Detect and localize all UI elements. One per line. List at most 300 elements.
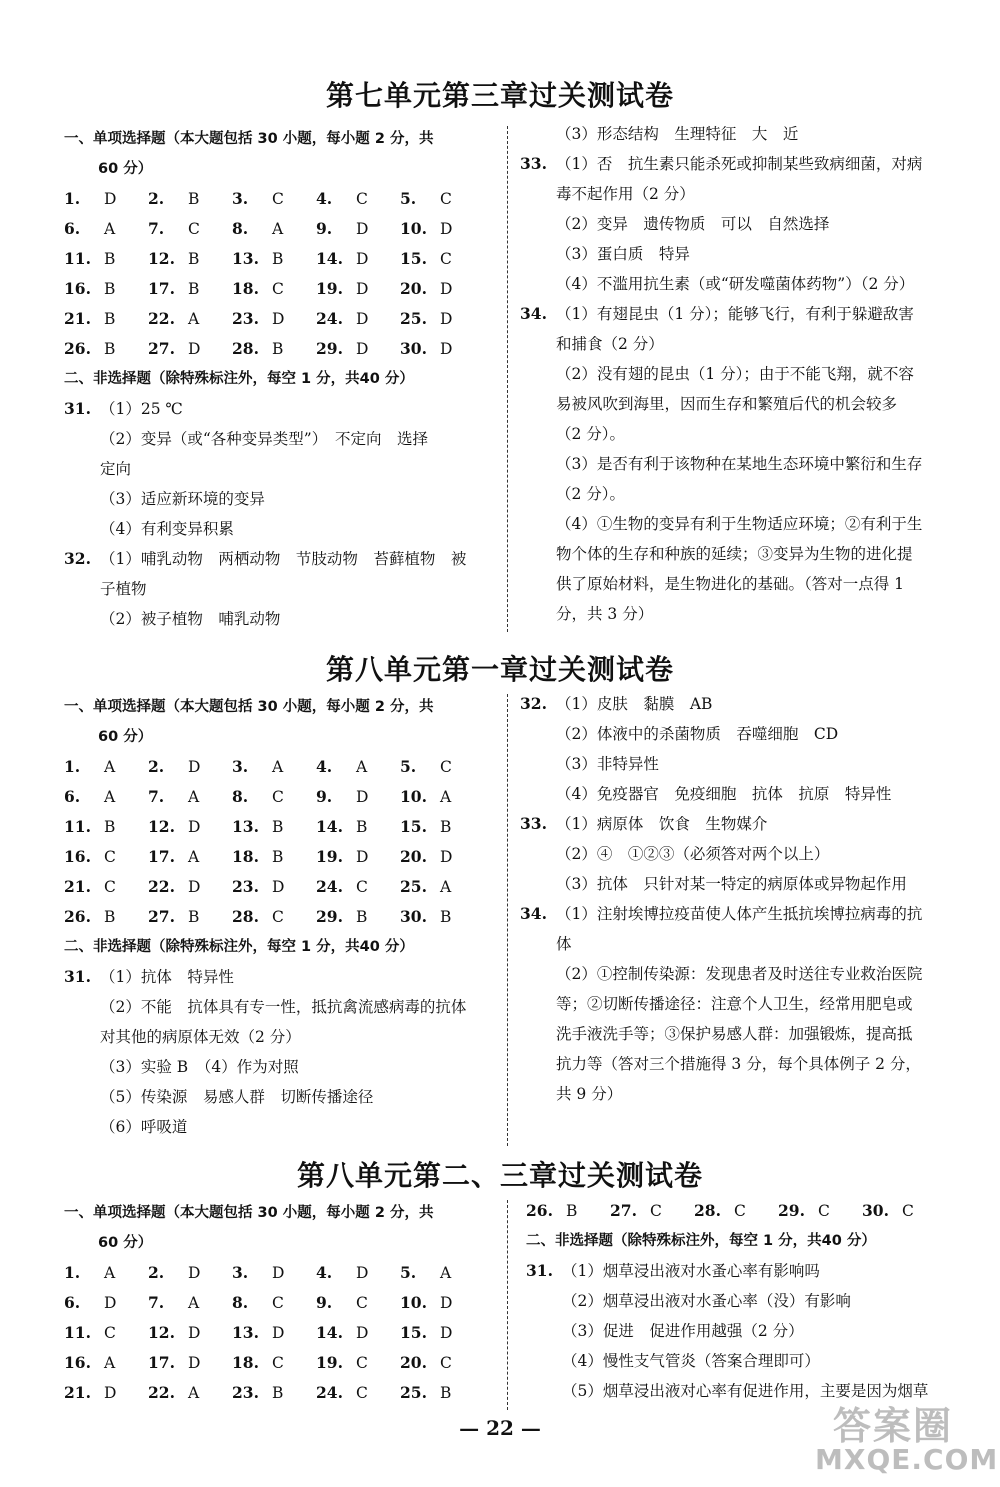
question-number: 3. xyxy=(232,189,249,208)
answer-letter: D xyxy=(272,878,285,896)
question-number: 21. xyxy=(64,1383,91,1402)
section2-left-column xyxy=(64,692,504,1142)
question-number: 1. xyxy=(64,1263,81,1282)
question-number: 3. xyxy=(232,757,249,776)
answer-letter: C xyxy=(272,190,284,208)
question-number: 29. xyxy=(778,1201,805,1220)
question-number: 34. xyxy=(520,304,547,323)
answer-lines xyxy=(64,394,504,634)
answer-line xyxy=(520,899,960,929)
question-number: 5. xyxy=(400,1263,417,1282)
question-number: 6. xyxy=(64,787,81,806)
section1-right-column xyxy=(520,119,960,629)
answer-line xyxy=(64,454,504,484)
answer-text: （6）呼吸道 xyxy=(100,1118,188,1136)
mc-answer xyxy=(862,1196,946,1226)
answer-letter: D xyxy=(356,250,369,268)
answer-letter: B xyxy=(440,818,452,836)
question-number: 28. xyxy=(232,907,259,926)
answer-letter: D xyxy=(188,340,201,358)
question-number: 27. xyxy=(610,1201,637,1220)
mc-row xyxy=(526,1196,966,1226)
question-number: 14. xyxy=(316,817,343,836)
question-number: 20. xyxy=(400,1353,427,1372)
answer-letter: B xyxy=(440,1384,452,1402)
question-number: 17. xyxy=(148,847,175,866)
answer-letter: D xyxy=(188,818,201,836)
mc-row xyxy=(64,752,504,782)
mc-answer xyxy=(64,214,148,244)
mc-answer xyxy=(232,334,316,364)
question-number: 14. xyxy=(316,249,343,268)
part-heading: 二、非选择题（除特殊标注外，每空 1 分，共40 分） xyxy=(526,1233,876,1249)
answer-line xyxy=(520,779,960,809)
answer-letter: D xyxy=(188,1354,201,1372)
question-number: 16. xyxy=(64,847,91,866)
column-divider xyxy=(507,126,508,632)
answer-letter: C xyxy=(272,788,284,806)
answer-text: 和捕食（2 分） xyxy=(556,335,664,353)
section1-left-column xyxy=(64,124,504,634)
mc-row xyxy=(64,902,504,932)
mc-answer xyxy=(232,872,316,902)
answer-letter: B xyxy=(440,908,452,926)
answer-letter: D xyxy=(356,280,369,298)
question-number: 28. xyxy=(232,339,259,358)
answer-line xyxy=(520,599,960,629)
answer-letter: C xyxy=(272,1294,284,1312)
question-number: 27. xyxy=(148,339,175,358)
question-number: 2. xyxy=(148,1263,165,1282)
answer-text: 易被风吹到海里，因而生存和繁殖后代的机会较多 xyxy=(556,395,898,413)
answer-letter: D xyxy=(272,1264,285,1282)
answer-text: （2）没有翅的昆虫（1 分）；由于不能飞翔，就不容 xyxy=(556,365,914,383)
mc-row xyxy=(64,274,504,304)
mc-answer xyxy=(316,752,400,782)
answer-letter: B xyxy=(356,818,368,836)
answer-line xyxy=(520,389,960,419)
question-number: 5. xyxy=(400,757,417,776)
mc-answer xyxy=(64,274,148,304)
answer-letter: B xyxy=(104,818,116,836)
answer-letter: B xyxy=(272,340,284,358)
mc-answer xyxy=(526,1196,610,1226)
answer-letter: D xyxy=(356,788,369,806)
mc-answer xyxy=(148,812,232,842)
mc-answer xyxy=(148,782,232,812)
section-title: 第八单元第二、三章过关测试卷 xyxy=(296,1159,703,1192)
mc-row xyxy=(64,214,504,244)
question-number: 15. xyxy=(400,817,427,836)
answer-letter: D xyxy=(356,1264,369,1282)
question-number: 20. xyxy=(400,279,427,298)
question-number: 29. xyxy=(316,907,343,926)
answer-letter: D xyxy=(356,340,369,358)
answer-line xyxy=(520,419,960,449)
mc-answer xyxy=(694,1196,778,1226)
answer-text: 定向 xyxy=(100,460,132,478)
question-number: 18. xyxy=(232,279,259,298)
answer-text: （2）不能 抗体具有专一性，抵抗禽流感病毒的抗体 xyxy=(100,998,467,1016)
mc-answer xyxy=(64,1318,148,1348)
mc-answer xyxy=(232,1348,316,1378)
answer-letter: C xyxy=(188,220,200,238)
answer-letter: C xyxy=(356,1354,368,1372)
answer-text: （3）是否有利于该物种在某地生态环境中繁衍和生存 xyxy=(556,455,923,473)
mc-answer xyxy=(232,184,316,214)
section2-right-column xyxy=(520,689,960,1109)
mc-answer xyxy=(64,1378,148,1408)
answer-line xyxy=(526,1286,966,1316)
answer-line xyxy=(64,992,504,1022)
answer-letter: C xyxy=(440,1354,452,1372)
mc-answer xyxy=(148,184,232,214)
mc-answer xyxy=(232,304,316,334)
answer-letter: D xyxy=(440,1324,453,1342)
answer-letter: B xyxy=(566,1202,578,1220)
question-number: 30. xyxy=(400,339,427,358)
question-number: 26. xyxy=(64,339,91,358)
part-heading: 二、非选择题（除特殊标注外，每空 1 分，共40 分） xyxy=(64,371,414,387)
question-number: 29. xyxy=(316,339,343,358)
answer-line xyxy=(520,359,960,389)
mc-answer xyxy=(316,1348,400,1378)
answer-text: （3）实验 B （4）作为对照 xyxy=(100,1058,299,1076)
mc-answer xyxy=(400,214,484,244)
mc-answer xyxy=(64,244,148,274)
mc-answer xyxy=(316,244,400,274)
answer-text: 子植物 xyxy=(100,580,147,598)
question-number: 2. xyxy=(148,757,165,776)
mc-answer xyxy=(64,304,148,334)
section3-right-column xyxy=(526,1196,966,1406)
answer-letter: B xyxy=(188,250,200,268)
answer-line xyxy=(64,604,504,634)
answer-letter: C xyxy=(440,250,452,268)
answer-letter: A xyxy=(272,758,284,776)
answer-text: （1）抗体 特异性 xyxy=(100,968,234,986)
answer-text: （5）传染源 易感人群 切断传播途径 xyxy=(100,1088,374,1106)
answer-letter: C xyxy=(272,280,284,298)
answer-line xyxy=(520,959,960,989)
question-number: 12. xyxy=(148,1323,175,1342)
mc-answer xyxy=(400,1288,484,1318)
answer-letter: C xyxy=(440,190,452,208)
question-number: 25. xyxy=(400,1383,427,1402)
answer-letter: D xyxy=(356,1324,369,1342)
answer-text: （2 分）。 xyxy=(556,485,626,503)
answer-text: （4）免疫器官 免疫细胞 抗体 抗原 特异性 xyxy=(556,785,892,803)
mc-answer xyxy=(316,782,400,812)
mc-answer xyxy=(400,1378,484,1408)
mc-answer xyxy=(232,1378,316,1408)
answer-line xyxy=(526,1316,966,1346)
answer-text: （3）非特异性 xyxy=(556,755,659,773)
mc-answer xyxy=(778,1196,862,1226)
answer-text: （2）烟草浸出液对水蚤心率（没）有影响 xyxy=(562,1292,851,1310)
answer-text: （2）体液中的杀菌物质 吞噬细胞 CD xyxy=(556,725,839,743)
mc-answer xyxy=(400,872,484,902)
answer-text: （1）哺乳动物 两栖动物 节肢动物 苔藓植物 被 xyxy=(100,550,467,568)
answer-letter: C xyxy=(650,1202,662,1220)
part-heading: 一、单项选择题（本大题包括 30 小题，每小题 2 分，共 xyxy=(64,699,434,715)
mc-answer xyxy=(400,1258,484,1288)
answer-line xyxy=(64,544,504,574)
answer-line xyxy=(64,1112,504,1142)
answer-letter: D xyxy=(356,848,369,866)
mc-answer xyxy=(316,184,400,214)
answer-text: 洗手液洗手等；③保护易感人群：加强锻炼，提高抵 xyxy=(556,1025,913,1043)
answer-line xyxy=(64,394,504,424)
answer-line xyxy=(520,839,960,869)
mc-answer xyxy=(232,782,316,812)
answer-text: （3）蛋白质 特异 xyxy=(556,245,690,263)
answer-line xyxy=(520,539,960,569)
answer-letter: D xyxy=(104,1294,117,1312)
answer-letter: D xyxy=(440,310,453,328)
question-number: 25. xyxy=(400,877,427,896)
answer-letter: B xyxy=(188,280,200,298)
mc-answer xyxy=(400,902,484,932)
mc-answer xyxy=(64,1348,148,1378)
answer-letter: C xyxy=(356,1294,368,1312)
answer-letter: A xyxy=(188,788,200,806)
answer-text: 等；②切断传播途径：注意个人卫生，经常用肥皂或 xyxy=(556,995,913,1013)
mc-answer xyxy=(232,214,316,244)
answer-text: （3）抗体 只针对某一特定的病原体或异物起作用 xyxy=(556,875,907,893)
answer-letter: B xyxy=(104,340,116,358)
part-heading-cont: 60 分） xyxy=(98,161,153,177)
answer-letter: A xyxy=(356,758,368,776)
mc-answer xyxy=(232,1288,316,1318)
mc-answer xyxy=(64,1258,148,1288)
answer-letter: C xyxy=(818,1202,830,1220)
question-number: 14. xyxy=(316,1323,343,1342)
answer-text: （2 分）。 xyxy=(556,425,626,443)
mc-answer xyxy=(148,752,232,782)
mc-row xyxy=(64,1378,504,1408)
answer-line xyxy=(520,209,960,239)
mc-row xyxy=(64,842,504,872)
question-number: 27. xyxy=(148,907,175,926)
answer-letter: D xyxy=(440,220,453,238)
watermark-logo xyxy=(805,1395,999,1485)
question-number: 32. xyxy=(64,549,91,568)
question-number: 13. xyxy=(232,249,259,268)
answer-letter: B xyxy=(188,190,200,208)
part-heading: 二、非选择题（除特殊标注外，每空 1 分，共40 分） xyxy=(64,939,414,955)
answer-line xyxy=(520,929,960,959)
mc-answer xyxy=(64,184,148,214)
answer-text: （1）否 抗生素只能杀死或抑制某些致病细菌，对病 xyxy=(556,155,923,173)
answer-letter: D xyxy=(188,758,201,776)
mc-answer xyxy=(400,1348,484,1378)
answer-letter: A xyxy=(188,1384,200,1402)
answer-line xyxy=(64,574,504,604)
mc-answer xyxy=(316,872,400,902)
question-number: 31. xyxy=(64,399,91,418)
answer-line xyxy=(520,239,960,269)
answer-letter: D xyxy=(440,1294,453,1312)
answer-text: （1）烟草浸出液对水蚤心率有影响吗 xyxy=(562,1262,820,1280)
answer-letter: B xyxy=(356,908,368,926)
answer-text: （4）不滥用抗生素（或“研发噬菌体药物”）（2 分） xyxy=(556,275,915,293)
question-number: 12. xyxy=(148,249,175,268)
question-number: 1. xyxy=(64,189,81,208)
question-number: 32. xyxy=(520,694,547,713)
mc-answer xyxy=(316,1378,400,1408)
question-number: 13. xyxy=(232,817,259,836)
question-number: 11. xyxy=(64,817,91,836)
answer-text: （2）变异 遗传物质 可以 自然选择 xyxy=(556,215,830,233)
answer-letter: C xyxy=(272,908,284,926)
question-number: 33. xyxy=(520,814,547,833)
answer-letter: D xyxy=(188,1264,201,1282)
mc-answer xyxy=(148,842,232,872)
question-number: 4. xyxy=(316,1263,333,1282)
mc-answer-grid xyxy=(526,1196,966,1226)
mc-answer xyxy=(232,1318,316,1348)
mc-row xyxy=(64,244,504,274)
question-number: 22. xyxy=(148,309,175,328)
answer-line xyxy=(64,424,504,454)
answer-line xyxy=(520,1079,960,1109)
question-number: 26. xyxy=(526,1201,553,1220)
question-number: 11. xyxy=(64,1323,91,1342)
question-number: 11. xyxy=(64,249,91,268)
mc-answer xyxy=(400,334,484,364)
answer-text: （3）形态结构 生理特征 大 近 xyxy=(556,125,799,143)
answer-letter: A xyxy=(188,848,200,866)
answer-letter: A xyxy=(104,220,116,238)
question-number: 12. xyxy=(148,817,175,836)
mc-answer xyxy=(316,304,400,334)
answer-line xyxy=(520,719,960,749)
question-number: 20. xyxy=(400,847,427,866)
mc-answer xyxy=(64,842,148,872)
mc-answer xyxy=(400,842,484,872)
answer-letter: C xyxy=(104,878,116,896)
answer-line xyxy=(520,1019,960,1049)
mc-row xyxy=(64,1288,504,1318)
answer-letter: B xyxy=(104,250,116,268)
answer-text: 物个体的生存和种族的延续；③变异为生物的进化提 xyxy=(556,545,913,563)
mc-answer xyxy=(316,334,400,364)
answer-letter: D xyxy=(440,340,453,358)
answer-letter: C xyxy=(734,1202,746,1220)
mc-answer xyxy=(400,304,484,334)
answer-line xyxy=(520,989,960,1019)
answer-text: 体 xyxy=(556,935,572,953)
answer-letter: B xyxy=(104,310,116,328)
mc-answer xyxy=(148,902,232,932)
mc-answer xyxy=(148,1258,232,1288)
question-number: 18. xyxy=(232,1353,259,1372)
question-number: 6. xyxy=(64,1293,81,1312)
question-number: 10. xyxy=(400,787,427,806)
answer-letter: D xyxy=(272,1324,285,1342)
column-divider xyxy=(507,694,508,1146)
answer-line xyxy=(520,179,960,209)
answer-text: （4）慢性支气管炎（答案合理即可） xyxy=(562,1352,820,1370)
mc-answer xyxy=(148,1318,232,1348)
question-number: 10. xyxy=(400,219,427,238)
answer-line xyxy=(520,449,960,479)
answer-text: 分，共 3 分） xyxy=(556,605,654,623)
mc-answer xyxy=(148,214,232,244)
mc-row xyxy=(64,1318,504,1348)
answer-letter: A xyxy=(188,310,200,328)
question-number: 15. xyxy=(400,1323,427,1342)
answer-letter: A xyxy=(104,788,116,806)
question-number: 7. xyxy=(148,1293,165,1312)
answer-text: 共 9 分） xyxy=(556,1085,623,1103)
mc-answer xyxy=(400,812,484,842)
mc-answer xyxy=(400,752,484,782)
question-number: 23. xyxy=(232,309,259,328)
question-number: 19. xyxy=(316,1353,343,1372)
question-number: 17. xyxy=(148,1353,175,1372)
question-number: 13. xyxy=(232,1323,259,1342)
mc-answer xyxy=(316,812,400,842)
answer-letter: A xyxy=(440,1264,452,1282)
answer-text: （2）①控制传染源：发现患者及时送往专业救治医院 xyxy=(556,965,923,983)
question-number: 9. xyxy=(316,219,333,238)
answer-letter: D xyxy=(440,280,453,298)
mc-answer xyxy=(400,184,484,214)
answer-letter: A xyxy=(104,1264,116,1282)
answer-line xyxy=(520,869,960,899)
answer-letter: B xyxy=(272,1384,284,1402)
answer-letter: C xyxy=(356,878,368,896)
answer-text: 毒不起作用（2 分） xyxy=(556,185,695,203)
answer-letter: C xyxy=(440,758,452,776)
answer-text: 对其他的病原体无效（2 分） xyxy=(100,1028,301,1046)
mc-answer xyxy=(64,1288,148,1318)
answer-letter: A xyxy=(104,1354,116,1372)
answer-letter: B xyxy=(104,280,116,298)
question-number: 33. xyxy=(520,154,547,173)
answer-letter: C xyxy=(104,1324,116,1342)
answer-line xyxy=(64,1022,504,1052)
mc-answer xyxy=(148,1378,232,1408)
question-number: 34. xyxy=(520,904,547,923)
watermark-url: MXQE.COM xyxy=(815,1443,999,1476)
mc-answer xyxy=(610,1196,694,1226)
question-number: 28. xyxy=(694,1201,721,1220)
mc-answer xyxy=(400,274,484,304)
mc-row xyxy=(64,1258,504,1288)
mc-answer xyxy=(148,274,232,304)
mc-row xyxy=(64,334,504,364)
answer-line xyxy=(520,749,960,779)
question-number: 4. xyxy=(316,757,333,776)
answer-line xyxy=(526,1346,966,1376)
mc-answer xyxy=(232,244,316,274)
question-number: 24. xyxy=(316,1383,343,1402)
question-number: 22. xyxy=(148,877,175,896)
part-heading-cont: 60 分） xyxy=(98,1235,153,1251)
mc-answer xyxy=(232,902,316,932)
answer-text: （5）烟草浸出液对心率有促进作用，主要是因为烟草 xyxy=(562,1382,929,1400)
answer-text: （4）①生物的变异有利于生物适应环境；②有利于生 xyxy=(556,515,923,533)
question-number: 9. xyxy=(316,1293,333,1312)
question-number: 17. xyxy=(148,279,175,298)
answer-line xyxy=(520,149,960,179)
answer-line xyxy=(64,514,504,544)
answer-text: （3）促进 促进作用越强（2 分） xyxy=(562,1322,804,1340)
answer-text: （1）注射埃博拉疫苗使人体产生抵抗埃博拉病毒的抗 xyxy=(556,905,923,923)
